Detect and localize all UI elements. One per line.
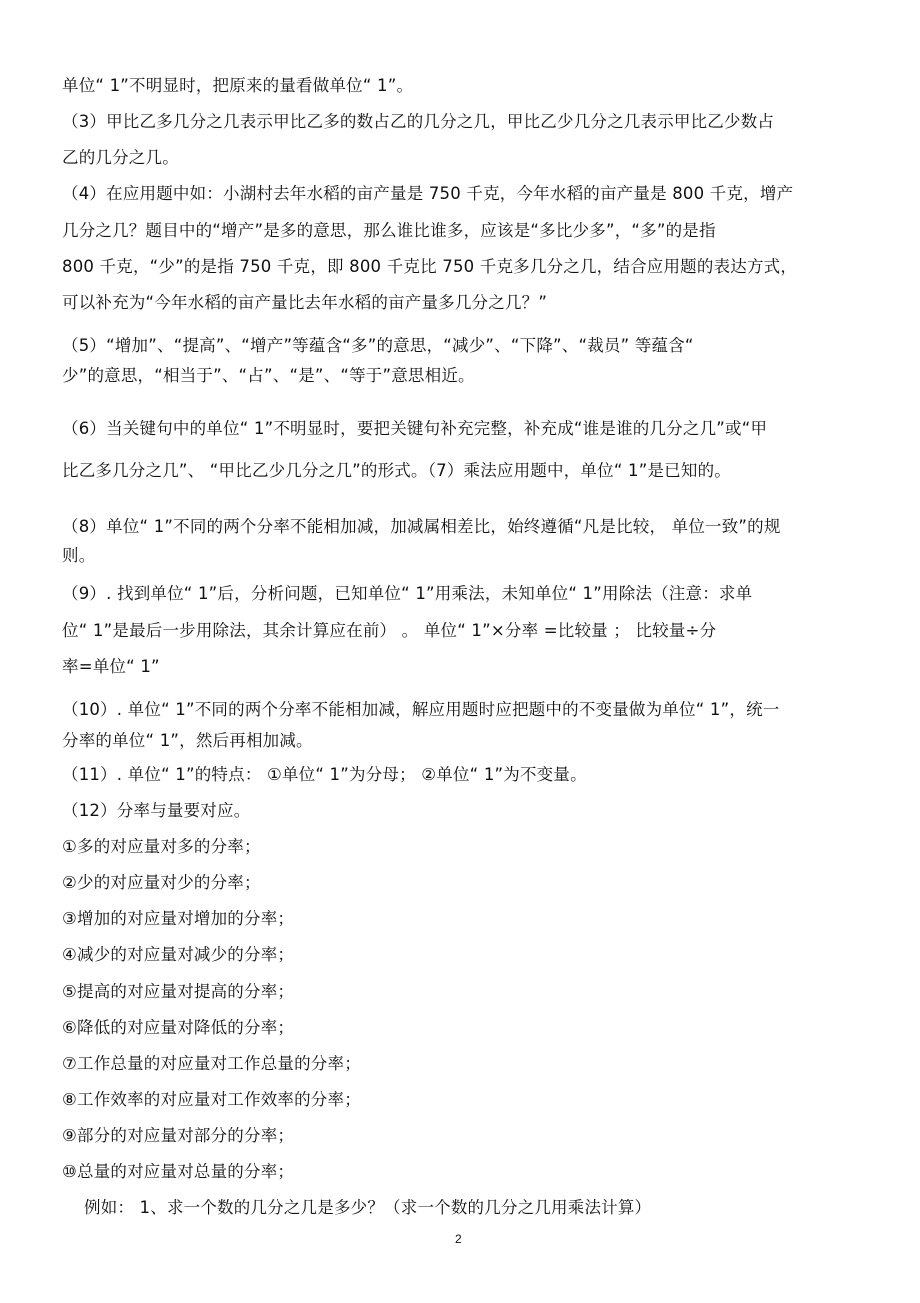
- text-line-19: （11）. 单位“ 1”的特点： ①单位“ 1”为分母； ②单位“ 1”为不变量。: [62, 765, 587, 784]
- text-line-26: ⑥降低的对应量对降低的分率；: [62, 1018, 295, 1037]
- text-line-22: ②少的对应量对少的分率；: [62, 873, 261, 892]
- text-line-8: （5）“增加”、“提高”、“增产”等蕴含“多”的意思，“减少”、“下降”、“裁员” 等蕴含“: [62, 336, 694, 355]
- text-line-20: （12）分率与量要对应。: [62, 801, 251, 820]
- text-line-23: ③增加的对应量对增加的分率；: [62, 909, 295, 928]
- text-line-24: ④减少的对应量对减少的分率；: [62, 945, 295, 964]
- page-number: 2: [455, 1232, 462, 1246]
- text-line-2: （3）甲比乙多几分之几表示甲比乙多的数占乙的几分之几，甲比乙少几分之几表示甲比乙少数占: [62, 112, 775, 131]
- text-line-1: 单位“ 1”不明显时，把原来的量看做单位“ 1”。: [62, 76, 414, 95]
- text-line-18: 分率的单位“ 1”，然后再相加减。: [62, 731, 313, 750]
- text-line-29: ⑨部分的对应量对部分的分率；: [62, 1126, 295, 1145]
- text-line-6: 800 千克，“少”的是指 750 千克，即 800 千克比 750 千克多几分之几，结合应用题的表达方式，: [62, 257, 798, 276]
- text-line-16: 率=单位“ 1”: [62, 657, 160, 676]
- text-line-21: ①多的对应量对多的分率；: [62, 837, 261, 856]
- text-line-30: ⑩总量的对应量对总量的分率；: [62, 1162, 295, 1181]
- text-line-9: 少”的意思，“相当于”、“占”、“是”、“等于”意思相近。: [62, 366, 475, 385]
- text-line-14: （9）. 找到单位“ 1”后，分析问题，已知单位“ 1”用乘法，未知单位“ 1”用除法（注意：求单: [62, 584, 753, 603]
- text-line-10: （6）当关键句中的单位“ 1”不明显时，要把关键句补充完整，补充成“谁是谁的几分之几”或“甲: [62, 419, 768, 438]
- text-line-12: （8）单位“ 1”不同的两个分率不能相加减，加减属相差比，始终遵循“凡是比较， 单位一致”的规: [62, 517, 781, 536]
- text-line-7: 可以补充为“今年水稻的亩产量比去年水稻的亩产量多几分之几？”: [62, 293, 548, 312]
- text-line-28: ⑧工作效率的对应量对工作效率的分率；: [62, 1090, 361, 1109]
- text-line-25: ⑤提高的对应量对提高的分率；: [62, 982, 295, 1001]
- text-line-4: （4）在应用题中如：小湖村去年水稻的亩产量是 750 千克，今年水稻的亩产量是 800 千克，增产: [62, 184, 794, 203]
- text-line-17: （10）. 单位“ 1”不同的两个分率不能相加减，解应用题时应把题中的不变量做为单位“ 1”，统一: [62, 700, 780, 719]
- text-line-15: 位“ 1”是最后一步用除法，其余计算应在前） 。 单位“ 1”×分率 =比较量 ； 比较量÷分: [62, 621, 717, 640]
- text-line-3: 乙的几分之几。: [62, 148, 179, 167]
- text-line-27: ⑦工作总量的对应量对工作总量的分率；: [62, 1054, 361, 1073]
- text-line-13: 则。: [62, 546, 96, 565]
- text-line-11: 比乙多几分之几”、 “甲比乙少几分之几”的形式。（7）乘法应用题中，单位“ 1”是已知的。: [62, 461, 731, 480]
- text-line-5: 几分之几？题目中的“增产”是多的意思，那么谁比谁多，应该是“多比少多”，“多”的是指: [62, 221, 716, 240]
- text-line-31: 例如： 1、求一个数的几分之几是多少？（求一个数的几分之几用乘法计算）: [84, 1198, 652, 1217]
